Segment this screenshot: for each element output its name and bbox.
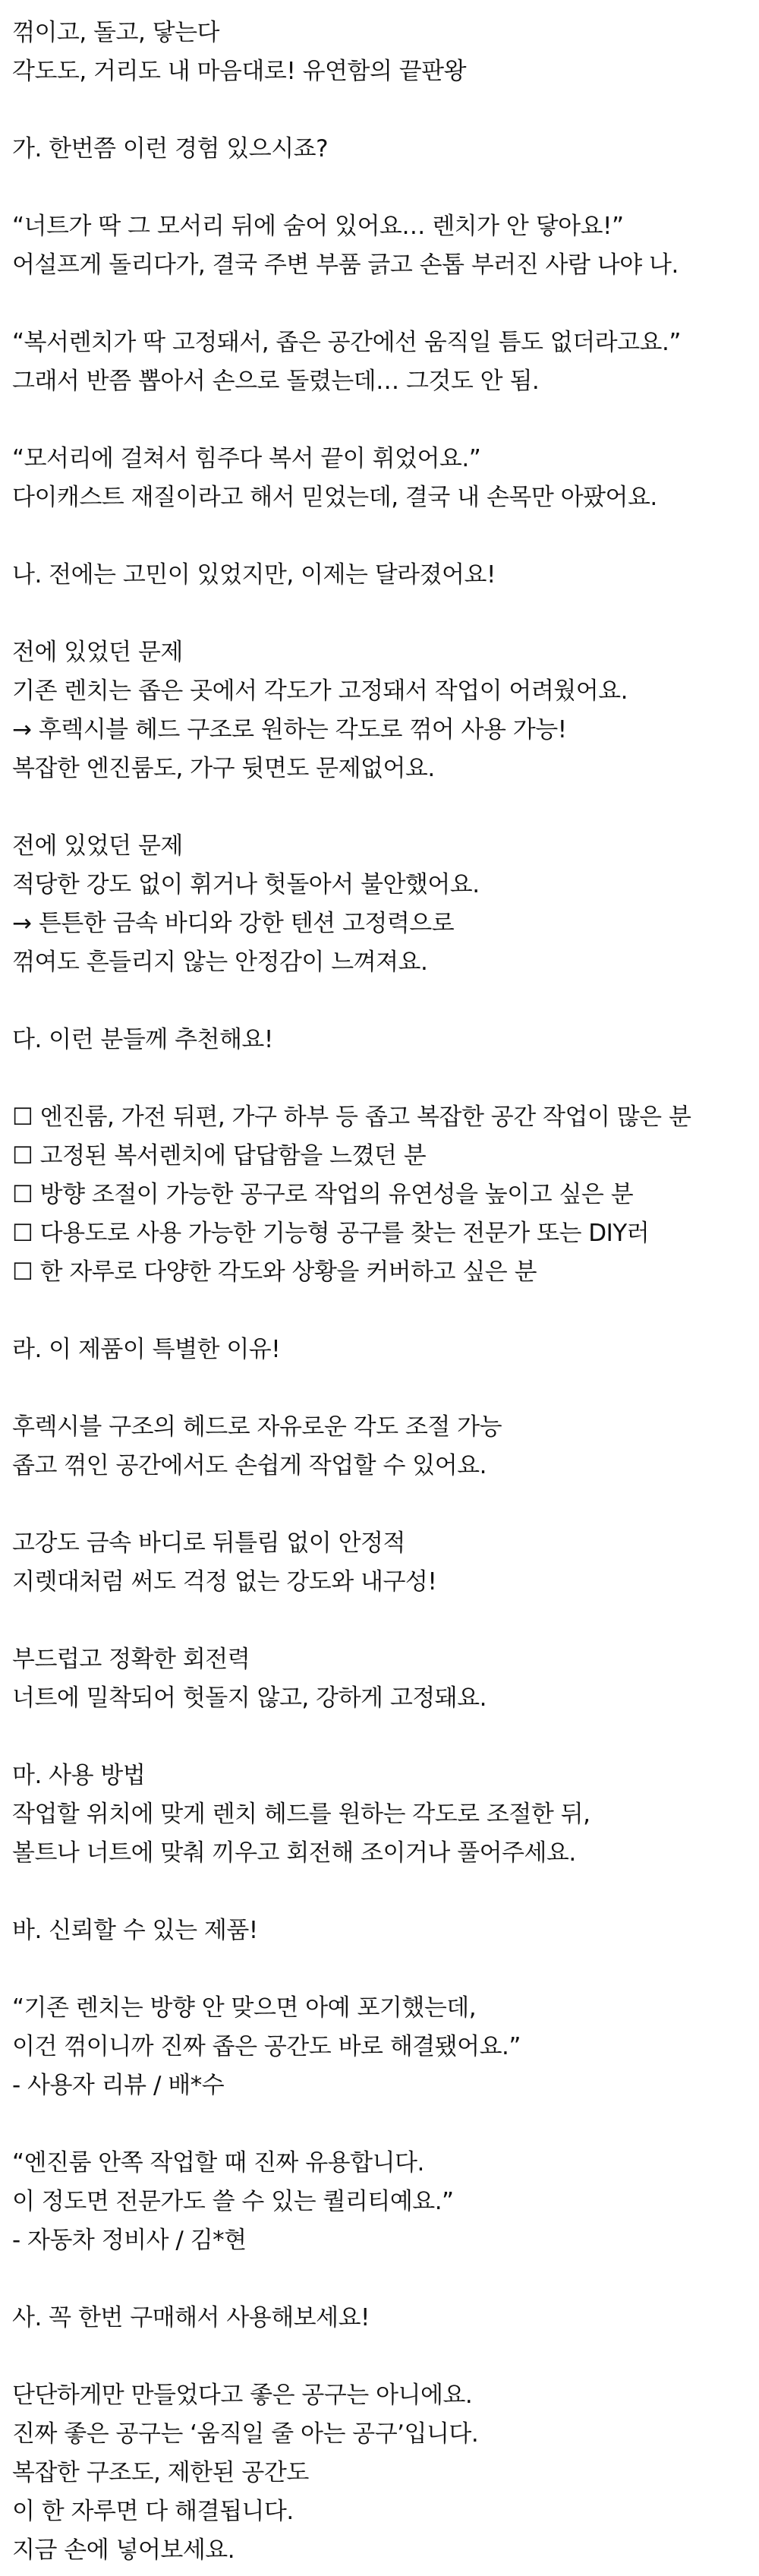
text-line: 복잡한 엔진룸도, 가구 뒷면도 문제없어요. bbox=[12, 755, 435, 782]
blank-line bbox=[12, 1369, 748, 1408]
document-body bbox=[12, 14, 748, 2570]
blank-line bbox=[12, 1718, 748, 1757]
text-line: 기존 렌치는 좁은 곳에서 각도가 고정돼서 작업이 어려웠어요. bbox=[12, 677, 628, 705]
blank-line bbox=[12, 1873, 748, 1911]
text-line: 진짜 좋은 공구는 ‘움직일 줄 아는 공구’입니다. bbox=[12, 2420, 479, 2448]
blank-line bbox=[12, 1059, 748, 1098]
blank-line bbox=[12, 169, 748, 207]
text-line: 다이캐스트 재질이라고 해서 믿었는데, 결국 내 손목만 아팠어요. bbox=[12, 484, 657, 511]
text-line: 가. 한번쯤 이런 경험 있으시죠? bbox=[12, 135, 329, 163]
text-line: 지렛대처럼 써도 걱정 없는 강도와 내구성! bbox=[12, 1568, 437, 1596]
blank-line bbox=[12, 982, 748, 1021]
text-line: 바. 신뢰할 수 있는 제품! bbox=[12, 1917, 258, 1944]
text-line: 전에 있었던 문제 bbox=[12, 832, 183, 860]
text-line: “복서렌치가 딱 고정돼서, 좁은 공간에선 움직일 틈도 없더라고요.” bbox=[12, 329, 681, 356]
text-line: 지금 손에 넣어보세요. bbox=[12, 2537, 235, 2564]
text-line: 볼트나 너트에 맞춰 끼우고 회전해 조이거나 풀어주세요. bbox=[12, 1839, 576, 1867]
text-line: 사. 꼭 한번 구매해서 사용해보세요! bbox=[12, 2304, 370, 2331]
text-line: - 사용자 리뷰 / 배*수 bbox=[12, 2072, 225, 2099]
text-line: 좁고 꺾인 공간에서도 손쉽게 작업할 수 있어요. bbox=[12, 1452, 487, 1479]
blank-line bbox=[12, 788, 748, 827]
text-line: ☐ 다용도로 사용 가능한 기능형 공구를 찾는 전문가 또는 DIY러 bbox=[12, 1220, 650, 1247]
blank-line bbox=[12, 1292, 748, 1331]
text-line: 복잡한 구조도, 제한된 공간도 bbox=[12, 2459, 309, 2486]
text-line: → 후렉시블 헤드 구조로 원하는 각도로 꺾어 사용 가능! bbox=[12, 716, 567, 743]
text-line: “모서리에 걸쳐서 힘주다 복서 끝이 휘었어요.” bbox=[12, 445, 481, 472]
text-line: 이 정도면 전문가도 쓸 수 있는 퀄리티예요.” bbox=[12, 2188, 454, 2215]
text-line: 후렉시블 구조의 헤드로 자유로운 각도 조절 가능 bbox=[12, 1413, 502, 1441]
text-line: 어설프게 돌리다가, 결국 주변 부품 긁고 손톱 부러진 사람 나야 나. bbox=[12, 251, 679, 279]
text-line: → 튼튼한 금속 바디와 강한 텐션 고정력으로 bbox=[12, 910, 455, 937]
blank-line bbox=[12, 595, 748, 633]
blank-line bbox=[12, 2105, 748, 2144]
text-line: ☐ 한 자루로 다양한 각도와 상황을 커버하고 싶은 분 bbox=[12, 1258, 537, 1286]
text-line: 그래서 반쯤 뽑아서 손으로 돌렸는데… 그것도 안 됨. bbox=[12, 368, 540, 395]
text-line: 적당한 강도 없이 휘거나 헛돌아서 불안했어요. bbox=[12, 871, 480, 898]
blank-line bbox=[12, 1485, 748, 1524]
blank-line bbox=[12, 2260, 748, 2299]
text-line: ☐ 고정된 복서렌치에 답답함을 느꼈던 분 bbox=[12, 1142, 427, 1170]
text-line: ☐ 엔진룸, 가전 뒤편, 가구 하부 등 좁고 복잡한 공간 작업이 많은 분 bbox=[12, 1103, 691, 1131]
text-line: - 자동차 정비사 / 김*현 bbox=[12, 2227, 247, 2254]
blank-line bbox=[12, 1950, 748, 1989]
blank-line bbox=[12, 2338, 748, 2376]
blank-line bbox=[12, 517, 748, 556]
text-line: 이건 꺾이니까 진짜 좁은 공간도 바로 해결됐어요.” bbox=[12, 2033, 521, 2060]
text-line: 이 한 자루면 다 해결됩니다. bbox=[12, 2498, 294, 2525]
text-line: 라. 이 제품이 특별한 이유! bbox=[12, 1336, 281, 1363]
text-line: 꺾여도 흔들리지 않는 안정감이 느껴져요. bbox=[12, 949, 428, 976]
text-line: 마. 사용 방법 bbox=[12, 1762, 146, 1789]
text-line: “기존 렌치는 방향 안 맞으면 아예 포기했는데, bbox=[12, 1994, 477, 2022]
text-line: 전에 있었던 문제 bbox=[12, 639, 183, 666]
text-line: 작업할 위치에 맞게 렌치 헤드를 원하는 각도로 조절한 뒤, bbox=[12, 1801, 591, 1828]
text-line: 각도도, 거리도 내 마음대로! 유연함의 끝판왕 bbox=[12, 58, 467, 85]
text-line: 고강도 금속 바디로 뒤틀림 없이 안정적 bbox=[12, 1530, 405, 1557]
text-line: 너트에 밀착되어 헛돌지 않고, 강하게 고정돼요. bbox=[12, 1684, 487, 1712]
blank-line bbox=[12, 1602, 748, 1640]
text-line: “엔진룸 안쪽 작업할 때 진짜 유용합니다. bbox=[12, 2149, 424, 2177]
blank-line bbox=[12, 401, 748, 440]
text-line: 꺾이고, 돌고, 닿는다 bbox=[12, 19, 219, 46]
text-line: 단단하게만 만들었다고 좋은 공구는 아니에요. bbox=[12, 2382, 473, 2409]
text-line: ☐ 방향 조절이 가능한 공구로 작업의 유연성을 높이고 싶은 분 bbox=[12, 1181, 634, 1208]
blank-line bbox=[12, 285, 748, 324]
text-line: 나. 전에는 고민이 있었지만, 이제는 달라졌어요! bbox=[12, 561, 496, 589]
text-line: 다. 이런 분들께 추천해요! bbox=[12, 1026, 273, 1053]
blank-line bbox=[12, 91, 748, 130]
text-line: 부드럽고 정확한 회전력 bbox=[12, 1646, 250, 1673]
text-line: “너트가 딱 그 모서리 뒤에 숨어 있어요… 렌치가 안 닿아요!” bbox=[12, 213, 624, 240]
